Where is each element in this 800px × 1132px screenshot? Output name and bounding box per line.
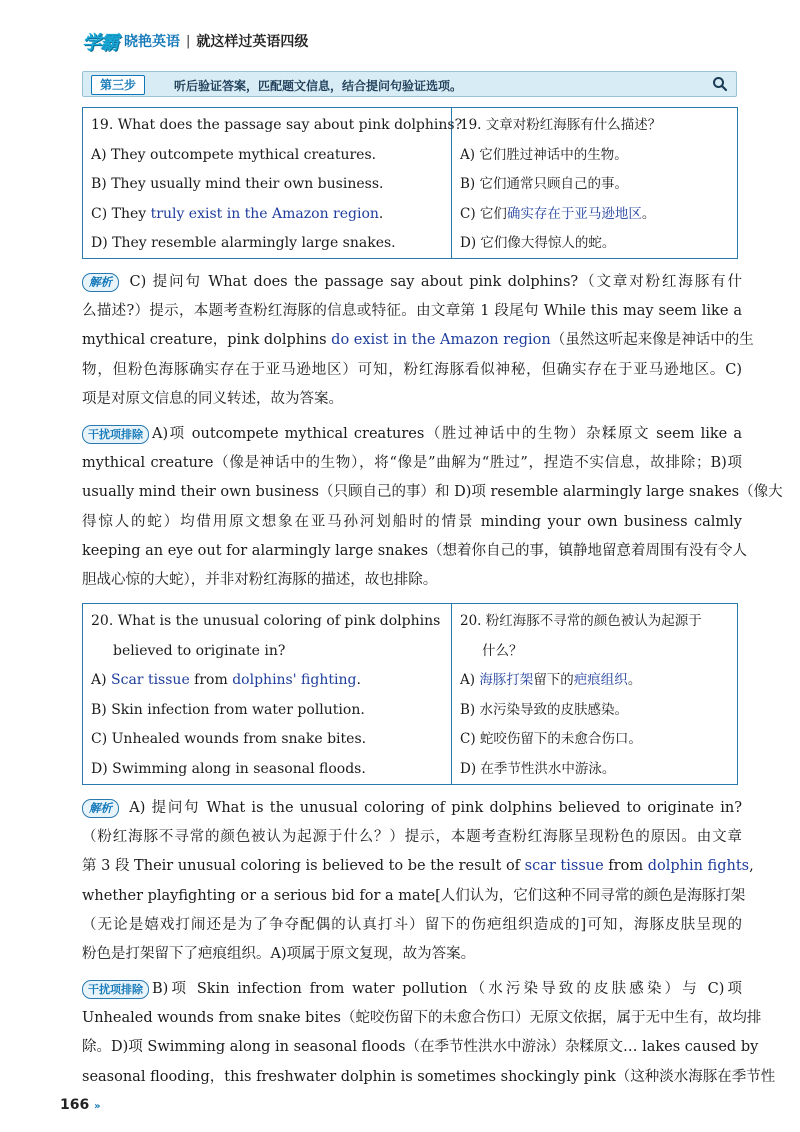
- q19-option-a-zh: A) 它们胜过神话中的生物。: [460, 146, 628, 163]
- question-20-chinese: [452, 604, 737, 784]
- q20-question-zh-cont: 什么？: [482, 642, 523, 659]
- analysis-19: 解析 C) 提问句 What does the passage say about pink dolphins?（文章对粉红海豚有什 么描述?）提示，本题考查粉红海豚的信息或特征。由文章第 1 段尾句 While this may seem like a mythical creature，pink dolphins do exist in the Amazon region（虽然这听起来像是神话中的生 物，但粉色海豚确实存在于亚马逊地区）可知，粉红海豚看似神秘，但确实存在于亚马逊地区。C) 项是对原文信息的同义转述，故为答案。: [82, 274, 754, 407]
- question-20-english: [83, 604, 452, 784]
- q19-option-b: B) They usually mind their own business.: [91, 176, 384, 192]
- highlight: dolphins' fighting: [232, 672, 357, 688]
- distractor-analysis-20: 干扰项排除 B)项 Skin infection from water pollution（水污染导致的皮肤感染）与 C)项 Unhealed wounds from snake bites（蛇咬伤留下的未愈合伤口）无原文依据，属于无中生有，故均排 除。D)项 Swimming along in seasonal floods（在季节性洪水中游泳）杂糅原文… lakes caused by seasonal flooding，this freshwater dolphin is sometimes shockingly pink（这种淡水海豚在季节性: [82, 981, 776, 1085]
- highlight: do exist in the Amazon region: [331, 332, 551, 349]
- question-20-table: [82, 603, 738, 785]
- q19-option-d-zh: D) 它们像大得惊人的蛇。: [460, 235, 616, 251]
- highlight: 疤痕组织: [573, 672, 628, 688]
- step-bar: [82, 71, 737, 97]
- distractor-analysis-19: 干扰项排除 A)项 outcompete mythical creatures（胜过神话中的生物）杂糅原文 seem like a mythical creature（像是神话中的生物），将“像是”曲解为“胜过”，捏造不实信息，故排除；B)项 usually mind their own business（只顾自己的事）和 D)项 resemble alarmingly large snakes（像大 得惊人的蛇）均借用原文想象在亚马孙河划船时的情景 minding your own business calmly keeping an eye out for alarmingly large snakes（想着你自己的事，镇静地留意着周围有没有令人 胆战心惊的大蛇），并非对粉红海豚的描述，故也排除。: [82, 426, 783, 588]
- highlight: dolphin fights: [647, 858, 750, 875]
- arrow-icon: »: [94, 1101, 101, 1112]
- analysis-tag: 解析: [82, 273, 119, 292]
- q20-question: 20. What is the unusual coloring of pink dolphins: [91, 613, 441, 629]
- q19-option-c-zh: C) 它们确实存在于亚马逊地区。: [460, 205, 656, 222]
- q19-option-c: C) They truly exist in the Amazon region.: [91, 205, 384, 222]
- page-header: [82, 30, 308, 52]
- question-19-table: [82, 107, 738, 259]
- analysis-20: 解析 A) 提问句 What is the unusual coloring of pink dolphins believed to originate in? （粉红海豚不寻常的颜色被认为起源于什么？）提示，本题考查粉红海豚呈现粉色的原因。由文章 第 3 段 Their unusual coloring is believed to be the result of scar tissue from dolphin fights, whether playfighting or a serious bid for a mate[人们认为，它们这种不同寻常的颜色是海豚打架 （无论是嬉戏打闹还是为了争夺配偶的认真打斗）留下的伤疤组织造成的]可知，海豚皮肤呈现的 粉色是打架留下了疤痕组织。A)项属于原文复现，故为答案。: [82, 800, 754, 962]
- search-icon: [712, 76, 728, 96]
- q20-option-c-zh: C) 蛇咬伤留下的未愈合伤口。: [460, 731, 642, 747]
- logo-text: 学霸: [82, 31, 119, 54]
- highlight: 确实存在于亚马逊地区: [506, 205, 642, 222]
- distractor-tag: 干扰项排除: [82, 980, 149, 999]
- q20-option-d-zh: D) 在季节性洪水中游泳。: [460, 760, 616, 777]
- q20-option-a-zh: A) 海豚打架留下的疤痕组织。: [460, 672, 642, 688]
- page-number: 166 »: [60, 1097, 101, 1113]
- highlight: Scar tissue: [111, 672, 190, 688]
- q19-option-b-zh: B) 它们通常只顾自己的事。: [460, 176, 628, 192]
- question-19-english: [83, 108, 463, 258]
- q19-option-a: A) They outcompete mythical creatures.: [91, 146, 377, 163]
- q20-option-c: C) Unhealed wounds from snake bites.: [91, 731, 367, 747]
- q19-question-zh: 19. 文章对粉红海豚有什么描述？: [460, 117, 662, 133]
- highlight: scar tissue: [524, 858, 604, 875]
- highlight: 海豚打架: [479, 672, 534, 688]
- q20-option-b-zh: B) 水污染导致的皮肤感染。: [460, 701, 628, 718]
- q20-option-a: A) Scar tissue from dolphins' fighting.: [91, 672, 361, 688]
- q20-option-d: D) Swimming along in seasonal floods.: [91, 760, 366, 777]
- q19-question: 19. What does the passage say about pink dolphins?: [91, 117, 463, 133]
- q20-question-cont: believed to originate in?: [113, 642, 286, 659]
- step-instruction: 听后验证答案，匹配题文信息，结合提问句验证选项。: [174, 79, 463, 93]
- q20-question-zh: 20. 粉红海豚不寻常的颜色被认为起源于: [460, 613, 702, 629]
- analysis-tag: 解析: [82, 799, 119, 818]
- distractor-tag: 干扰项排除: [82, 425, 149, 444]
- brand-name: 晓艳英语: [124, 34, 181, 50]
- step-tag: 第三步: [91, 75, 145, 95]
- header-separator: |: [186, 33, 191, 49]
- q19-option-d: D) They resemble alarmingly large snakes.: [91, 235, 396, 251]
- q20-option-b: B) Skin infection from water pollution.: [91, 701, 365, 718]
- brand-logo: [82, 28, 118, 55]
- highlight: truly exist in the Amazon region: [150, 205, 379, 222]
- series-title: 就这样过英语四级: [196, 34, 309, 50]
- question-19-chinese: [452, 108, 737, 258]
